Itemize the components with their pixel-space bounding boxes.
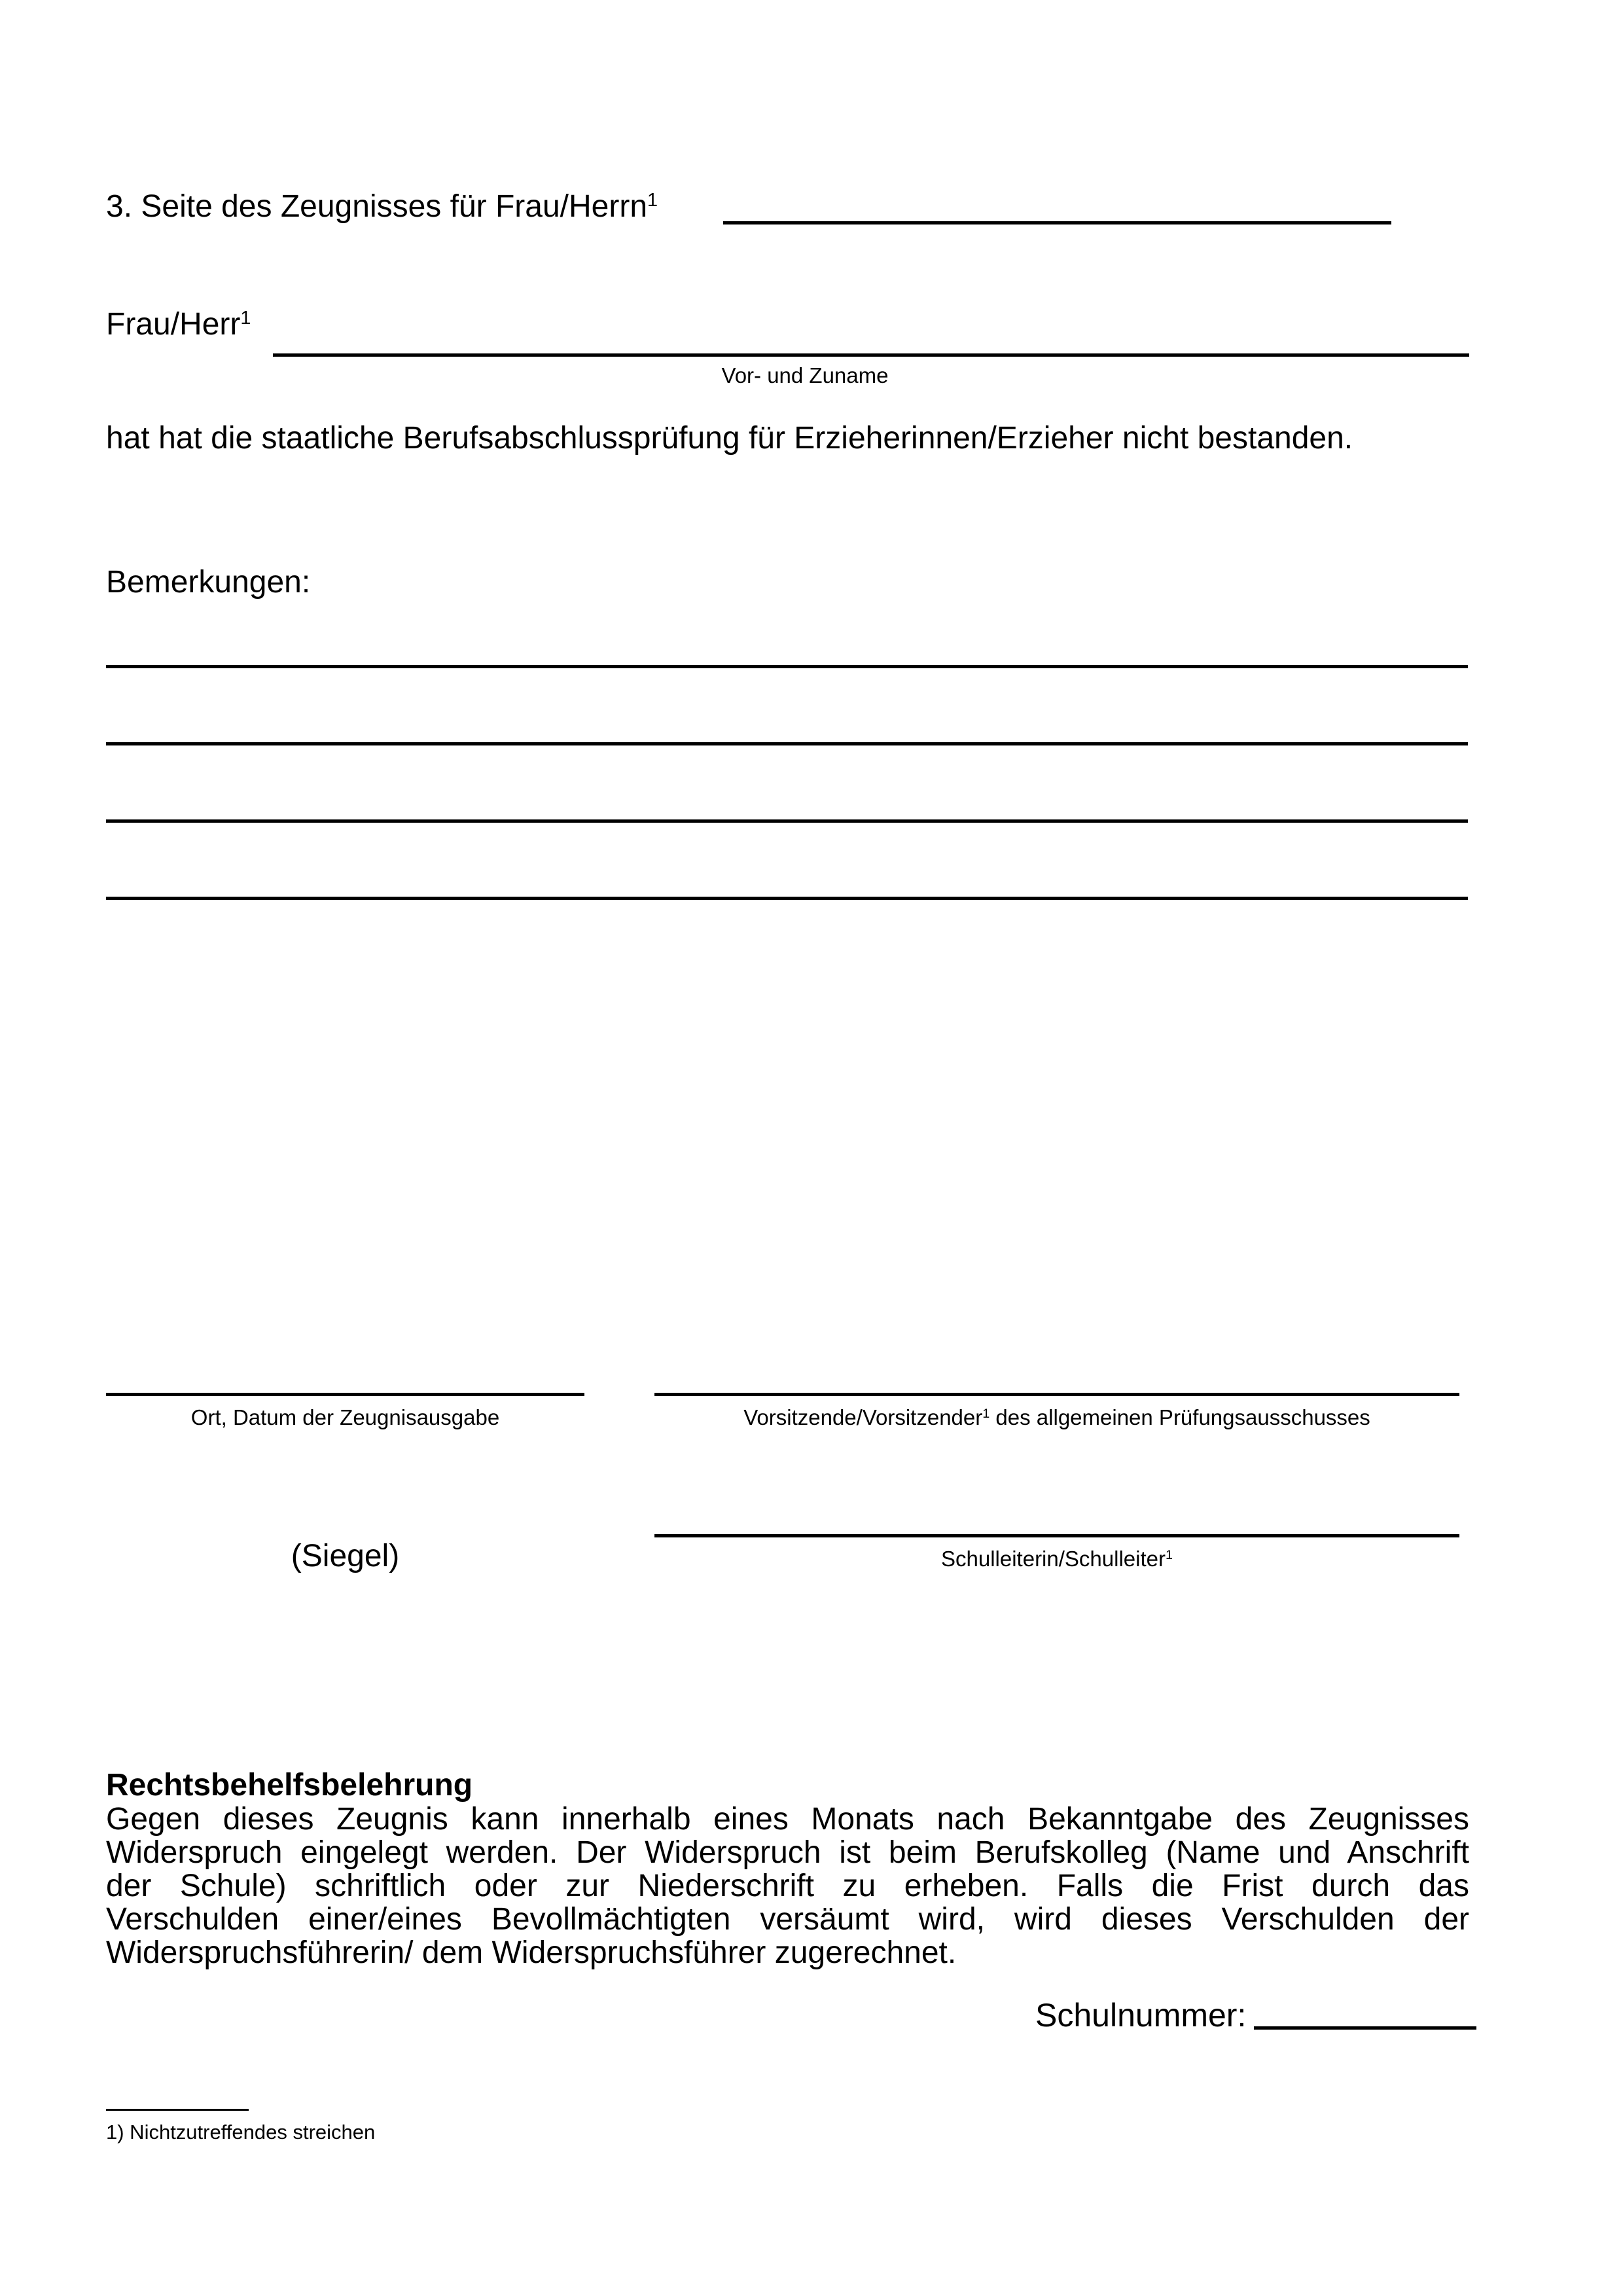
school-number-label: Schulnummer: bbox=[1035, 1997, 1247, 2034]
legal-notice-body bbox=[106, 1803, 1469, 1969]
salutation-footnote-marker: 1 bbox=[240, 308, 251, 329]
name-caption: Vor- und Zuname bbox=[721, 363, 889, 387]
name-fill-line bbox=[273, 353, 1469, 357]
page-heading-footnote-marker: 1 bbox=[647, 190, 658, 211]
salutation-label bbox=[106, 306, 251, 342]
place-date-caption: Ort, Datum der Zeugnisausgabe bbox=[190, 1405, 500, 1429]
result-statement: hat hat die staatliche Berufsabschlussprüfung für Erzieherinnen/Erzieher nicht bestanden. bbox=[106, 421, 1353, 456]
legal-line: Widerspruch eingelegt werden. Der Widerspruch ist beim Berufskolleg (Name und Anschrift bbox=[106, 1835, 1469, 1870]
chairperson-caption-text: Vorsitzende/Vorsitzender bbox=[743, 1405, 983, 1429]
principal-caption bbox=[654, 1547, 1459, 1571]
remarks-line-4 bbox=[106, 897, 1468, 900]
footnote-separator bbox=[106, 2109, 249, 2111]
remarks-label: Bemerkungen: bbox=[106, 565, 311, 600]
chairperson-footnote-marker: 1 bbox=[982, 1407, 990, 1422]
legal-line: Widerspruchsführerin/ dem Widerspruchsführer zugerechnet. bbox=[106, 1935, 957, 1970]
principal-signature-line bbox=[654, 1534, 1459, 1537]
legal-line: Verschulden einer/eines Bevollmächtigten versäumt wird, wird dieses Verschulden der bbox=[106, 1902, 1469, 1937]
remarks-line-1 bbox=[106, 665, 1468, 668]
remarks-line-2 bbox=[106, 742, 1468, 745]
signature-place-date-line bbox=[106, 1393, 584, 1396]
signature-chairperson-line bbox=[654, 1393, 1459, 1396]
heading-name-fill-line bbox=[723, 221, 1391, 224]
remarks-line-3 bbox=[106, 819, 1468, 823]
legal-notice-title: Rechtsbehelfsbelehrung bbox=[106, 1768, 473, 1803]
legal-line: der Schule) schriftlich oder zur Niederschrift zu erheben. Falls die Frist durch das bbox=[106, 1869, 1469, 1903]
school-number-fill-line bbox=[1254, 2026, 1476, 2030]
chairperson-caption bbox=[654, 1406, 1459, 1429]
page-heading bbox=[106, 188, 658, 224]
chairperson-caption-suffix: des allgemeinen Prüfungsausschusses bbox=[990, 1405, 1370, 1429]
page-heading-text: 3. Seite des Zeugnisses für Frau/Herrn bbox=[106, 189, 648, 224]
principal-footnote-marker: 1 bbox=[1166, 1548, 1173, 1563]
seal-label: (Siegel) bbox=[291, 1539, 400, 1573]
legal-line: Gegen dieses Zeugnis kann innerhalb eines Monats nach Bekanntgabe des Zeugnisses bbox=[106, 1802, 1469, 1837]
salutation-text: Frau/Herr bbox=[106, 307, 241, 342]
principal-caption-text: Schulleiterin/Schulleiter bbox=[940, 1547, 1166, 1571]
footnote-text: 1) Nichtzutreffendes streichen bbox=[106, 2121, 376, 2144]
